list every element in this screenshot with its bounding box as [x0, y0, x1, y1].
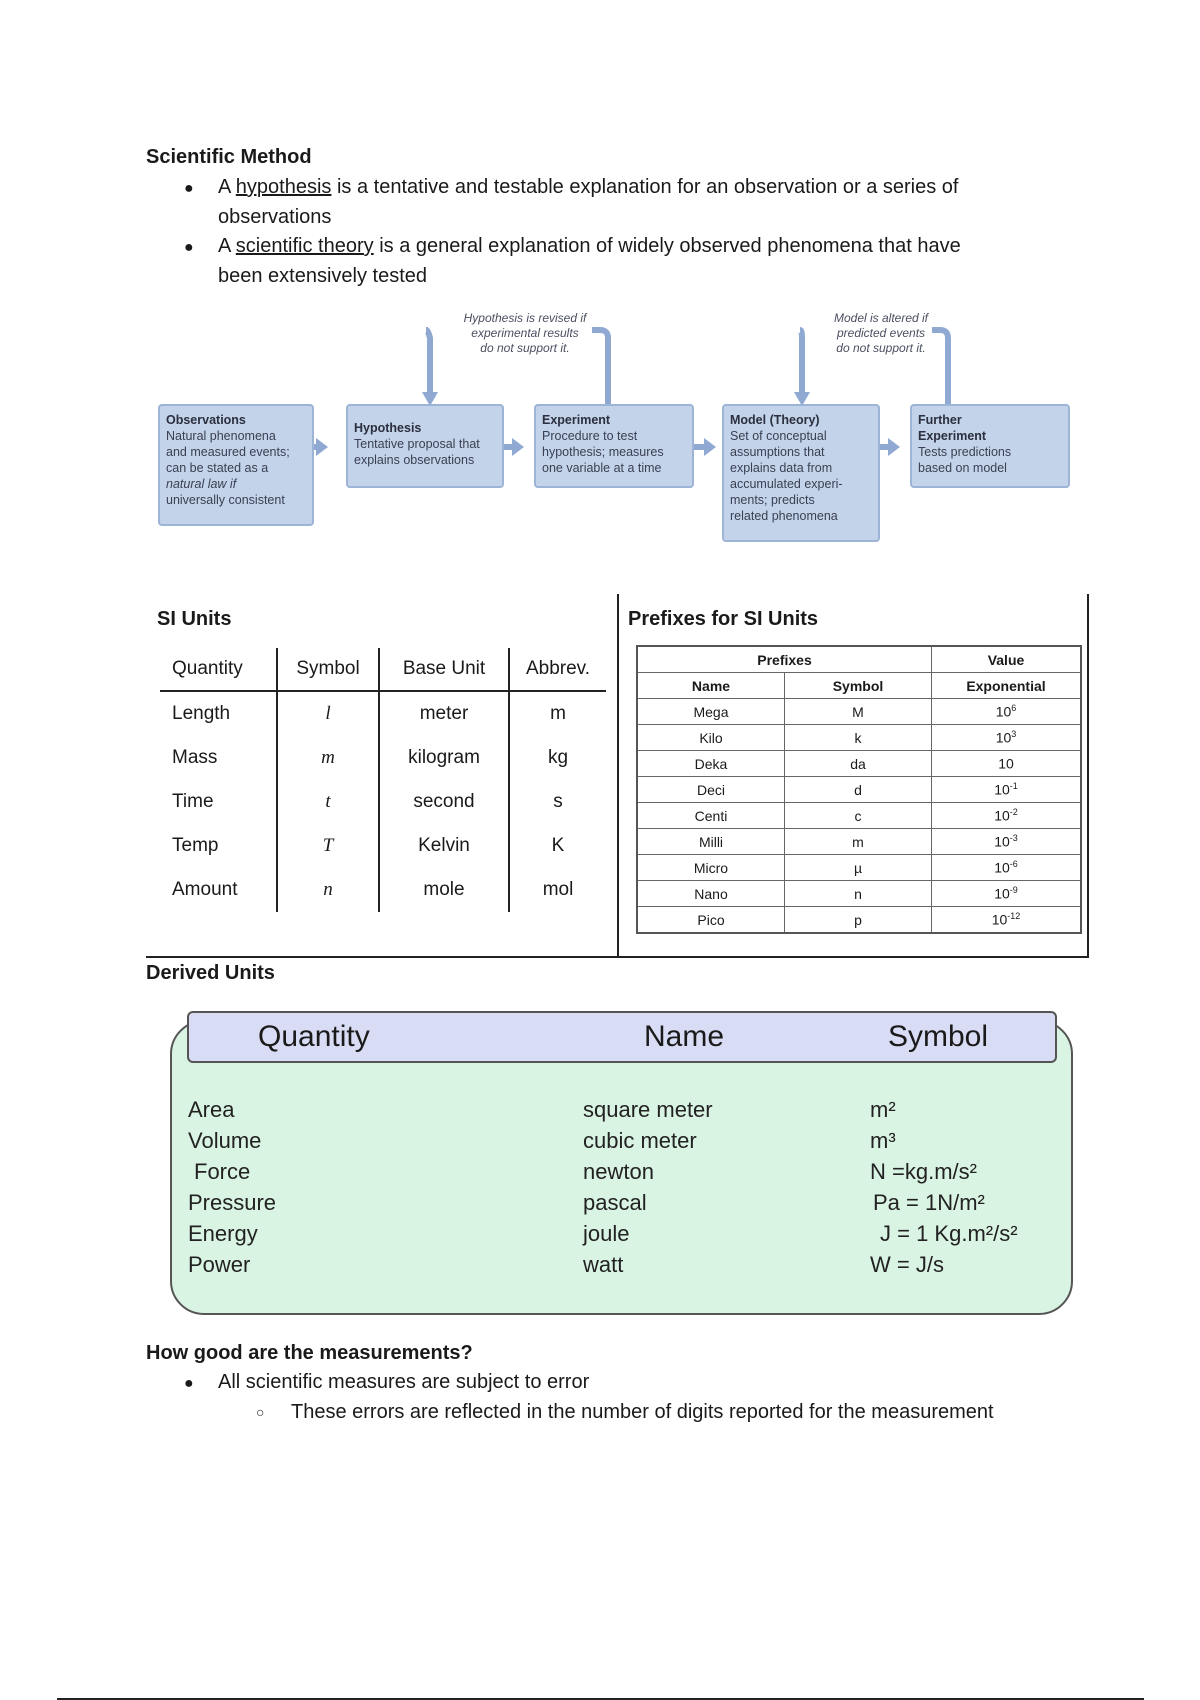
- sub-bullet-icon: ○: [256, 1404, 265, 1420]
- section-heading-si-units: SI Units: [157, 608, 232, 630]
- cell-exponential: [932, 777, 1082, 803]
- cell-quantity: Time: [160, 780, 277, 824]
- flow-box-observations: [158, 404, 314, 526]
- flow-box-title: Further: [918, 413, 962, 427]
- cell-symbol: p: [785, 907, 932, 934]
- note-line: Hypothesis is revised if: [463, 311, 587, 325]
- bullet-hypothesis: [218, 172, 1098, 232]
- section-heading-scientific-method: Scientific Method: [146, 146, 312, 168]
- cell-name: Pico: [637, 907, 785, 934]
- term-hypothesis: hypothesis: [235, 176, 332, 198]
- cell-symbol: l: [277, 691, 379, 736]
- cell-exponential: [932, 699, 1082, 725]
- table-row: [637, 777, 1081, 803]
- table-header-row: [637, 646, 1081, 673]
- table-row: [637, 855, 1081, 881]
- flow-box-experiment: [534, 404, 694, 488]
- group-header-prefixes: Prefixes: [637, 646, 932, 673]
- section-heading-prefixes: Prefixes for SI Units: [628, 608, 819, 630]
- cell-symbol: da: [785, 751, 932, 777]
- cell-symbol: t: [277, 780, 379, 824]
- column-header: Symbol: [785, 673, 932, 699]
- note-line: predicted events: [836, 326, 926, 340]
- table-row: [160, 691, 606, 736]
- cell-exponential: [932, 803, 1082, 829]
- table-row: [160, 736, 606, 780]
- cell-base-unit: Kelvin: [379, 824, 509, 868]
- section-heading-measurements: How good are the measurements?: [146, 1342, 473, 1364]
- group-header-value: Value: [932, 646, 1082, 673]
- table-row: [160, 780, 606, 824]
- flow-box-line: Procedure to test: [542, 429, 638, 443]
- cell-quantity: Amount: [160, 868, 277, 912]
- list-item: square meter: [583, 1097, 713, 1122]
- list-item: Pa = 1N/m²: [873, 1190, 985, 1215]
- cell-symbol: m: [785, 829, 932, 855]
- column-header: Quantity: [258, 1020, 370, 1053]
- column-header: Name: [637, 673, 785, 699]
- exp-base: 10: [994, 807, 1010, 824]
- table-row: [637, 881, 1081, 907]
- flow-box-line: based on model: [918, 461, 1007, 475]
- flow-box-line: natural law if: [166, 477, 237, 491]
- exp-base: 10: [994, 859, 1010, 876]
- cell-symbol: k: [785, 725, 932, 751]
- cell-name: Nano: [637, 881, 785, 907]
- flow-box-line: and measured events;: [166, 445, 290, 459]
- cell-symbol: d: [785, 777, 932, 803]
- cell-exponential: [932, 829, 1082, 855]
- exp-base: 10: [991, 911, 1008, 928]
- list-item: Pressure: [188, 1190, 277, 1215]
- flow-box-line: Set of conceptual: [730, 429, 827, 443]
- list-item: cubic meter: [583, 1128, 697, 1153]
- text-fragment: A: [218, 235, 236, 257]
- cell-abbrev: m: [550, 703, 566, 724]
- list-item: pascal: [583, 1190, 647, 1215]
- note-line: Model is altered if: [833, 311, 929, 325]
- cell-quantity: Temp: [160, 824, 277, 868]
- bullet-scientific-theory: [218, 231, 1098, 291]
- si-units-table: [160, 648, 606, 912]
- table-row: [637, 725, 1081, 751]
- table-row: [637, 829, 1081, 855]
- table-row: [637, 699, 1081, 725]
- table-row: [637, 803, 1081, 829]
- derived-symbol-column: [870, 1094, 1018, 1280]
- flow-box-line: explains observations: [354, 453, 475, 467]
- list-item: watt: [583, 1252, 624, 1277]
- column-header: Name: [644, 1020, 725, 1053]
- table-row: [637, 751, 1081, 777]
- cell-symbol: n: [277, 868, 379, 912]
- exp-power: 3: [1011, 729, 1017, 740]
- flow-box-title: Observations: [166, 413, 246, 427]
- cell-base-unit: kilogram: [379, 736, 509, 780]
- flowchart-note-hypothesis: [438, 311, 612, 356]
- list-item: m³: [870, 1128, 896, 1153]
- divider-vertical: [617, 594, 619, 956]
- flow-box-line: assumptions that: [730, 445, 825, 459]
- column-header: Quantity: [160, 648, 277, 691]
- column-header: Base Unit: [379, 648, 509, 691]
- derived-name-column: [583, 1094, 713, 1280]
- derived-quantity-column: [188, 1094, 276, 1280]
- column-header: Symbol: [277, 648, 379, 691]
- cell-abbrev: K: [551, 835, 565, 856]
- list-item: joule: [583, 1221, 630, 1246]
- sub-bullet-digits: These errors are reflected in the number of digits reported for the measurement: [291, 1401, 994, 1423]
- flow-box-line: one variable at a time: [542, 461, 662, 475]
- exp-power: -12: [1007, 911, 1021, 922]
- term-scientific-theory: scientific theory: [235, 235, 374, 257]
- section-heading-derived-units: Derived Units: [146, 962, 275, 984]
- list-item: W = J/s: [870, 1252, 944, 1277]
- flow-box-further-experiment: [910, 404, 1070, 488]
- flow-box-line: Tentative proposal that: [354, 437, 480, 451]
- text-fragment: been extensively tested: [218, 265, 428, 287]
- flow-box-model-theory: [722, 404, 880, 542]
- scientific-method-flowchart: [148, 300, 1080, 560]
- list-item: Energy: [188, 1221, 258, 1246]
- cell-name: Micro: [637, 855, 785, 881]
- exp-power: -9: [1009, 885, 1018, 896]
- table-header-row: [637, 673, 1081, 699]
- text-fragment: observations: [218, 206, 332, 228]
- cell-name: Kilo: [637, 725, 785, 751]
- exp-base: 10: [994, 833, 1010, 850]
- column-header: Exponential: [932, 673, 1082, 699]
- exp-base: 10: [994, 885, 1010, 902]
- cell-name: Mega: [637, 699, 785, 725]
- cell-base-unit: meter: [379, 691, 509, 736]
- divider-vertical: [1087, 594, 1089, 956]
- flow-box-line: explains data from: [730, 461, 833, 475]
- cell-abbrev: s: [553, 791, 563, 812]
- text-fragment: is a tentative and testable explanation for an observation or a series of: [331, 176, 959, 198]
- list-item: Power: [188, 1252, 251, 1277]
- cell-symbol: M: [785, 699, 932, 725]
- bullet-icon: ●: [184, 239, 194, 256]
- column-header: Abbrev.: [509, 648, 606, 691]
- cell-symbol: µ: [785, 855, 932, 881]
- cell-abbrev: kg: [547, 747, 569, 768]
- cell-name: Deci: [637, 777, 785, 803]
- list-item: Area: [188, 1097, 235, 1122]
- exp-base: 10: [994, 781, 1010, 798]
- flow-box-line: Tests predictions: [918, 445, 1012, 459]
- table-row: [637, 907, 1081, 934]
- note-line: do not support it.: [836, 341, 926, 355]
- exp-power: -1: [1009, 781, 1018, 792]
- exp-base: 10: [995, 729, 1012, 746]
- exp-power: -2: [1009, 807, 1018, 818]
- flow-box-line: ments; predicts: [730, 493, 815, 507]
- exp-power: -3: [1009, 833, 1018, 844]
- column-header: Symbol: [888, 1020, 989, 1053]
- list-item: N =kg.m/s²: [870, 1159, 977, 1184]
- cell-base-unit: second: [379, 780, 509, 824]
- table-header-row: [160, 648, 606, 691]
- flow-box-line: universally consistent: [166, 493, 285, 507]
- list-item: J = 1 Kg.m²/s²: [880, 1221, 1018, 1246]
- list-item: Force: [194, 1159, 251, 1184]
- cell-exponential: [932, 881, 1082, 907]
- table-row: [160, 868, 606, 912]
- cell-symbol: T: [277, 824, 379, 868]
- text-fragment: A: [218, 176, 236, 198]
- cell-symbol: c: [785, 803, 932, 829]
- flow-box-title: Model (Theory): [730, 413, 820, 427]
- cell-exponential: [932, 751, 1082, 777]
- text-fragment: is a general explanation of widely observed phenomena that have: [373, 235, 961, 257]
- cell-abbrev: mol: [542, 879, 574, 900]
- note-line: do not support it.: [480, 341, 570, 355]
- note-line: experimental results: [471, 326, 579, 340]
- flow-box-title: Experiment: [918, 429, 987, 443]
- exp-power: 6: [1011, 703, 1017, 714]
- cell-symbol: n: [785, 881, 932, 907]
- exp-base: 10: [995, 703, 1012, 720]
- bullet-icon: ●: [184, 180, 194, 197]
- flow-box-line: related phenomena: [730, 509, 838, 523]
- cell-base-unit: mole: [379, 868, 509, 912]
- cell-name: Milli: [637, 829, 785, 855]
- cell-symbol: m: [277, 736, 379, 780]
- cell-quantity: Length: [160, 691, 277, 736]
- cell-exponential: [932, 725, 1082, 751]
- cell-exponential: [932, 907, 1082, 934]
- flow-box-line: Natural phenomena: [166, 429, 276, 443]
- cell-name: Deka: [637, 751, 785, 777]
- flow-box-line: hypothesis; measures: [542, 445, 664, 459]
- prefixes-table: [636, 645, 1082, 934]
- list-item: Volume: [188, 1128, 262, 1153]
- table-row: [160, 824, 606, 868]
- list-item: newton: [583, 1159, 654, 1184]
- flow-box-title: Hypothesis: [354, 421, 422, 435]
- cell-exponential: [932, 855, 1082, 881]
- divider-horizontal: [146, 956, 1089, 958]
- flow-box-line: can be stated as a: [166, 461, 269, 475]
- flowchart-note-model: [808, 311, 954, 356]
- bullet-measurement-error: All scientific measures are subject to error: [218, 1371, 590, 1393]
- bullet-icon: ●: [184, 1375, 194, 1392]
- flow-box-title: Experiment: [542, 413, 611, 427]
- cell-quantity: Mass: [160, 736, 277, 780]
- flow-box-line: accumulated experi-: [730, 477, 843, 491]
- exp-power: -6: [1009, 859, 1018, 870]
- list-item: m²: [870, 1097, 896, 1122]
- cell-name: Centi: [637, 803, 785, 829]
- flow-box-hypothesis: [346, 404, 504, 488]
- exp-base: 10: [998, 755, 1014, 772]
